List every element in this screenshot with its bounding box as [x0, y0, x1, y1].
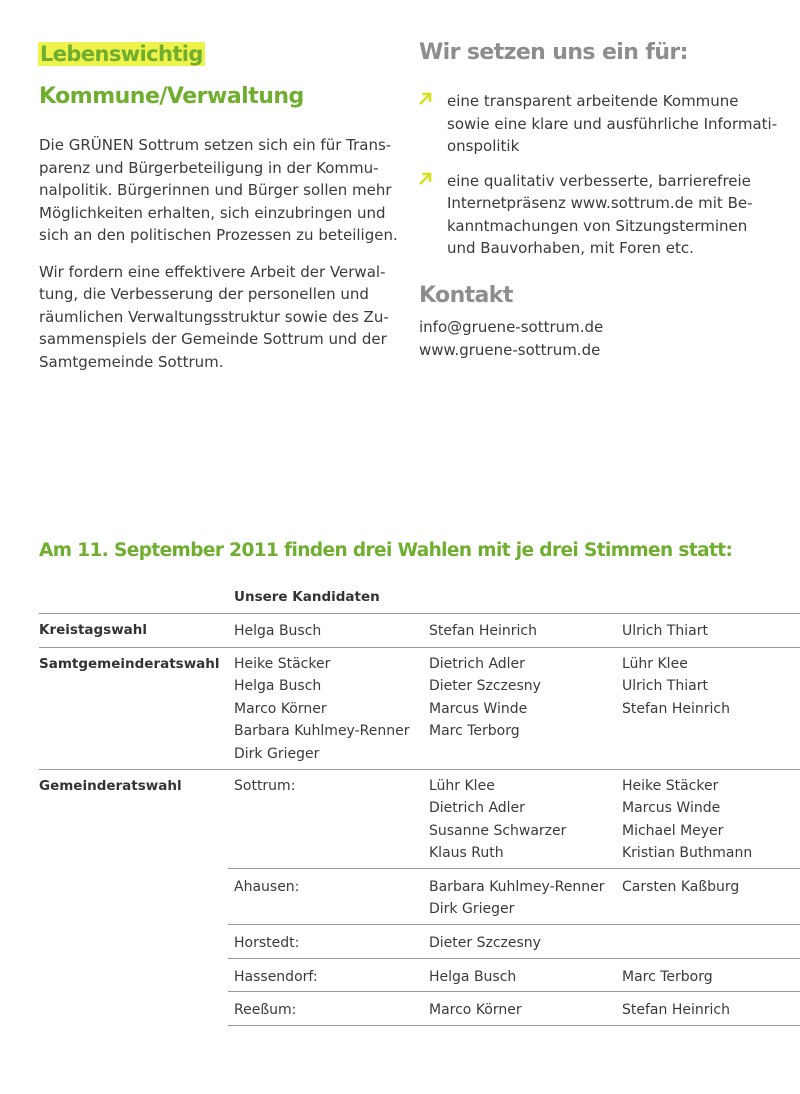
commitment-item [419, 170, 789, 260]
commitments-list [419, 90, 789, 272]
paragraph-line: Samtgemeinde Sottrum. [39, 352, 224, 371]
candidate-name: Dieter Szczesny [429, 678, 541, 695]
arrow-up-right-icon [419, 171, 433, 185]
candidate-name: Stefan Heinrich [622, 700, 730, 717]
commitment-line: kanntmachungen von Sitzungsterminen [447, 216, 748, 235]
section-tag-label: Lebenswichtig [40, 42, 203, 66]
candidate-name: Helga Busch [234, 678, 322, 695]
candidate-name: Barbara Kuhlmey-Renner [234, 723, 410, 740]
row-label-kreistagswahl: Kreistagswahl [39, 622, 148, 638]
contact-info [419, 316, 603, 361]
paragraph-line: sammenspiels der Gemeinde Sottrum und der [39, 330, 387, 348]
candidate-name: Lühr Klee [429, 778, 495, 794]
paragraph-line: parenz und Bürgerbeteiligung in der Kommu- [39, 158, 379, 177]
candidate-name: Helga Busch [234, 623, 322, 639]
sottrum-col2 [429, 775, 566, 865]
commitment-line: Internetpräsenz www.sottrum.de mit Be- [447, 194, 753, 212]
contact-heading: Kontakt [419, 283, 513, 308]
candidate-name: Marc Terborg [622, 969, 713, 985]
candidate-name: Dietrich Adler [429, 800, 525, 817]
divider [228, 958, 800, 959]
left-body [39, 134, 399, 387]
commitment-line: sowie eine klare und ausführliche Informati- [447, 114, 778, 133]
candidate-name: Klaus Ruth [429, 845, 504, 862]
place-reessum: Reeßum: [234, 1002, 297, 1018]
paragraph-line: Die GRÜNEN Sottrum setzen sich ein für Trans- [39, 136, 392, 154]
candidate-name: Marco Körner [234, 700, 327, 717]
hassendorf-col3 [622, 966, 713, 988]
horstedt-col2 [429, 932, 541, 954]
ahausen-col3 [622, 876, 739, 898]
election-heading: Am 11. September 2011 finden drei Wahlen mit je drei Stimmen statt: [39, 540, 733, 561]
reessum-col3 [622, 999, 730, 1021]
candidate-name: Barbara Kuhlmey-Renner [429, 879, 605, 895]
row-label-samtgemeinderatswahl: Samtgemeinderatswahl [39, 656, 220, 672]
candidate-name: Marc Terborg [429, 723, 520, 740]
divider [228, 1025, 800, 1026]
candidate-name: Marcus Winde [429, 700, 528, 717]
candidate-name: Stefan Heinrich [622, 1002, 730, 1018]
paragraph-line: Wir fordern eine effektivere Arbeit der Verwal- [39, 262, 386, 281]
commitments-heading: Wir setzen uns ein für: [419, 40, 688, 65]
paragraph-line: sich an den politischen Prozessen zu beteiligen. [39, 226, 398, 244]
sottrum-col3 [622, 775, 752, 865]
row-label-gemeinderatswahl: Gemeinderatswahl [39, 778, 182, 794]
candidate-name: Ulrich Thiart [622, 623, 708, 639]
hassendorf-col2 [429, 966, 516, 988]
divider [228, 868, 800, 869]
paragraph-line: räumlichen Verwaltungsstruktur sowie des Zu- [39, 307, 389, 326]
paragraph-participation [39, 134, 399, 247]
candidate-name: Ulrich Thiart [622, 678, 708, 695]
commitment-line: eine transparent arbeitende Kommune [447, 92, 739, 110]
candidate-name: Heike Stäcker [234, 656, 331, 672]
samtgemeinde-col3 [622, 653, 730, 720]
place-ahausen: Ahausen: [234, 879, 300, 895]
kreistag-col3 [622, 620, 708, 642]
divider [39, 647, 800, 648]
candidate-name: Susanne Schwarzer [429, 822, 567, 839]
arrow-up-right-icon [419, 91, 433, 105]
commitment-item [419, 90, 789, 158]
samtgemeinde-col1 [234, 653, 409, 765]
candidate-name: Lühr Klee [622, 656, 688, 672]
candidate-name: Stefan Heinrich [429, 623, 537, 639]
candidate-name: Dirk Grieger [234, 745, 320, 762]
divider [228, 991, 800, 992]
place-sottrum: Sottrum: [234, 778, 296, 794]
commitment-line: onspolitik [447, 137, 520, 155]
candidate-name: Dietrich Adler [429, 656, 525, 672]
paragraph-administration [39, 261, 399, 374]
candidate-name: Marcus Winde [622, 800, 721, 817]
paragraph-line: tung, die Verbesserung der personellen und [39, 285, 369, 303]
commitment-line: und Bauvorhaben, mit Foren etc. [447, 239, 694, 257]
samtgemeinde-col2 [429, 653, 541, 743]
candidate-name: Carsten Kaßburg [622, 879, 740, 895]
commitment-line: eine qualitativ verbesserte, barrierefreie [447, 171, 751, 190]
candidate-name: Michael Meyer [622, 822, 724, 839]
candidate-name: Heike Stäcker [622, 778, 719, 794]
candidate-name: Kristian Buthmann [622, 845, 753, 862]
reessum-col2 [429, 999, 522, 1021]
kreistag-col2 [429, 620, 537, 642]
kreistag-col1 [234, 620, 321, 642]
candidate-name: Helga Busch [429, 969, 517, 985]
paragraph-line: Möglichkeiten erhalten, sich einzubringen und [39, 203, 386, 222]
candidate-name: Dieter Szczesny [429, 935, 541, 951]
place-horstedt: Horstedt: [234, 935, 300, 951]
contact-website-link[interactable]: www.gruene-sottrum.de [419, 340, 601, 359]
divider [39, 613, 800, 614]
ahausen-col2 [429, 876, 604, 921]
candidate-name: Marco Körner [429, 1002, 522, 1018]
divider [228, 924, 800, 925]
place-hassendorf: Hassendorf: [234, 969, 318, 985]
contact-email-link[interactable]: info@gruene-sottrum.de [419, 318, 604, 336]
paragraph-line: nalpolitik. Bürgerinnen und Bürger sollen mehr [39, 181, 392, 199]
section-tag [38, 41, 205, 68]
divider [39, 769, 800, 770]
section-heading: Kommune/Verwaltung [39, 84, 304, 109]
candidate-name: Dirk Grieger [429, 901, 515, 918]
candidates-header: Unsere Kandidaten [234, 589, 380, 605]
